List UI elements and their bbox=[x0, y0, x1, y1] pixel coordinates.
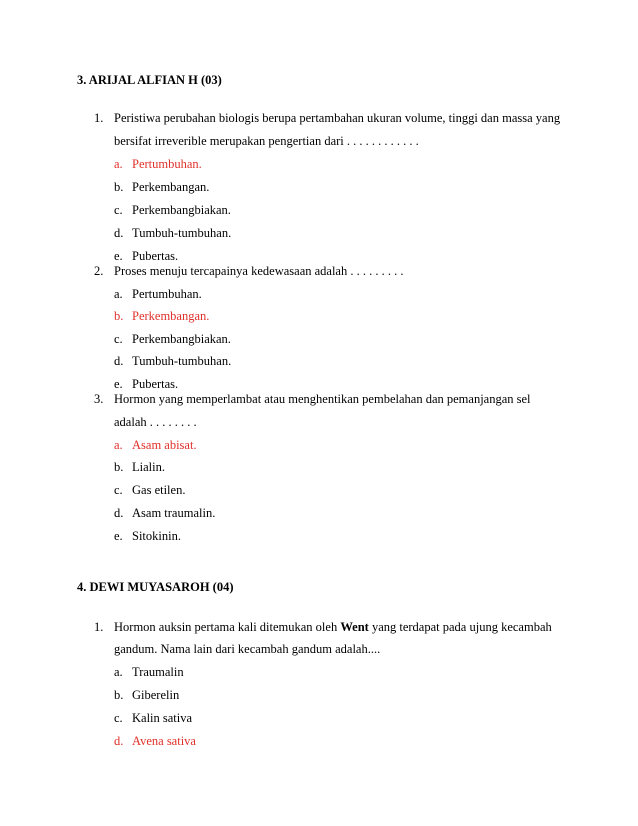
question-number: 3. bbox=[94, 392, 104, 406]
option-letter: b. bbox=[114, 309, 124, 323]
question-text-line-2: bersifat irreverible merupakan pengertian dari . . . . . . . . . . . . bbox=[114, 134, 419, 148]
option-letter: d. bbox=[114, 734, 124, 748]
option-text: Perkembangan. bbox=[132, 180, 210, 194]
option-b-correct bbox=[114, 309, 209, 324]
option-letter: c. bbox=[114, 711, 123, 725]
option-letter: d. bbox=[114, 354, 124, 368]
section-4-title: 4. DEWI MUYASAROH (04) bbox=[77, 580, 234, 594]
option-d-correct bbox=[114, 734, 196, 749]
option-c bbox=[114, 711, 192, 726]
option-letter: c. bbox=[114, 203, 123, 217]
option-text: Pertumbuhan. bbox=[132, 287, 202, 301]
option-text: Perkembangbiakan. bbox=[132, 203, 231, 217]
option-text: Lialin. bbox=[132, 460, 165, 474]
option-e bbox=[114, 249, 178, 264]
option-a-correct bbox=[114, 157, 202, 172]
option-letter: e. bbox=[114, 249, 123, 263]
question-text-pre: Hormon auksin pertama kali ditemukan oleh bbox=[114, 620, 341, 634]
option-text: Giberelin bbox=[132, 688, 180, 702]
option-letter: c. bbox=[114, 332, 123, 346]
option-text: Kalin sativa bbox=[132, 711, 193, 725]
option-c bbox=[114, 203, 231, 218]
option-text: Sitokinin. bbox=[132, 529, 181, 543]
option-letter: b. bbox=[114, 688, 124, 702]
option-c bbox=[114, 332, 231, 347]
option-letter: b. bbox=[114, 460, 124, 474]
option-text: Traumalin bbox=[132, 665, 184, 679]
option-a bbox=[114, 665, 184, 680]
option-b bbox=[114, 460, 165, 475]
option-a bbox=[114, 287, 202, 302]
option-d bbox=[114, 506, 215, 521]
option-letter: e. bbox=[114, 377, 123, 391]
option-b bbox=[114, 688, 179, 703]
option-text: Pubertas. bbox=[132, 249, 179, 263]
option-text: Pertumbuhan. bbox=[132, 157, 202, 171]
option-d bbox=[114, 354, 231, 369]
question-number: 1. bbox=[94, 620, 104, 634]
option-text: Tumbuh-tumbuhan. bbox=[132, 226, 232, 240]
option-letter: a. bbox=[114, 157, 123, 171]
option-d bbox=[114, 226, 231, 241]
question-text-line-1 bbox=[114, 620, 552, 635]
question-text-line-1: Hormon yang memperlambat atau menghentikan pembelahan dan pemanjangan sel bbox=[114, 392, 531, 406]
option-c bbox=[114, 483, 185, 498]
question-text-line-1: Peristiwa perubahan biologis berupa pertambahan ukuran volume, tinggi dan massa yang bbox=[114, 111, 561, 125]
option-text: Perkembangbiakan. bbox=[132, 332, 231, 346]
option-letter: b. bbox=[114, 180, 124, 194]
question-number: 2. bbox=[94, 264, 104, 278]
option-letter: a. bbox=[114, 665, 123, 679]
option-letter: a. bbox=[114, 438, 123, 452]
question-text-bold: Went bbox=[340, 620, 369, 634]
question-number: 1. bbox=[94, 111, 104, 125]
option-text: Avena sativa bbox=[132, 734, 196, 748]
option-letter: a. bbox=[114, 287, 123, 301]
question-text-line-2: adalah . . . . . . . . bbox=[114, 415, 197, 429]
question-text-post: yang terdapat pada ujung kecambah bbox=[368, 620, 552, 634]
option-text: Pubertas. bbox=[132, 377, 179, 391]
option-text: Tumbuh-tumbuhan. bbox=[132, 354, 232, 368]
option-text: Gas etilen. bbox=[132, 483, 186, 497]
option-letter: d. bbox=[114, 226, 124, 240]
option-text: Asam traumalin. bbox=[132, 506, 216, 520]
option-letter: d. bbox=[114, 506, 124, 520]
option-text: Asam abisat. bbox=[132, 438, 197, 452]
option-e bbox=[114, 377, 178, 392]
question-text-line-1: Proses menuju tercapainya kedewasaan adalah . . . . . . . . . bbox=[114, 264, 404, 278]
question-text-line-2: gandum. Nama lain dari kecambah gandum adalah.... bbox=[114, 642, 381, 656]
option-b bbox=[114, 180, 209, 195]
option-text: Perkembangan. bbox=[132, 309, 210, 323]
option-e bbox=[114, 529, 181, 544]
option-a-correct bbox=[114, 438, 197, 453]
section-3-title: 3. ARIJAL ALFIAN H (03) bbox=[77, 73, 222, 87]
option-letter: c. bbox=[114, 483, 123, 497]
option-letter: e. bbox=[114, 529, 123, 543]
